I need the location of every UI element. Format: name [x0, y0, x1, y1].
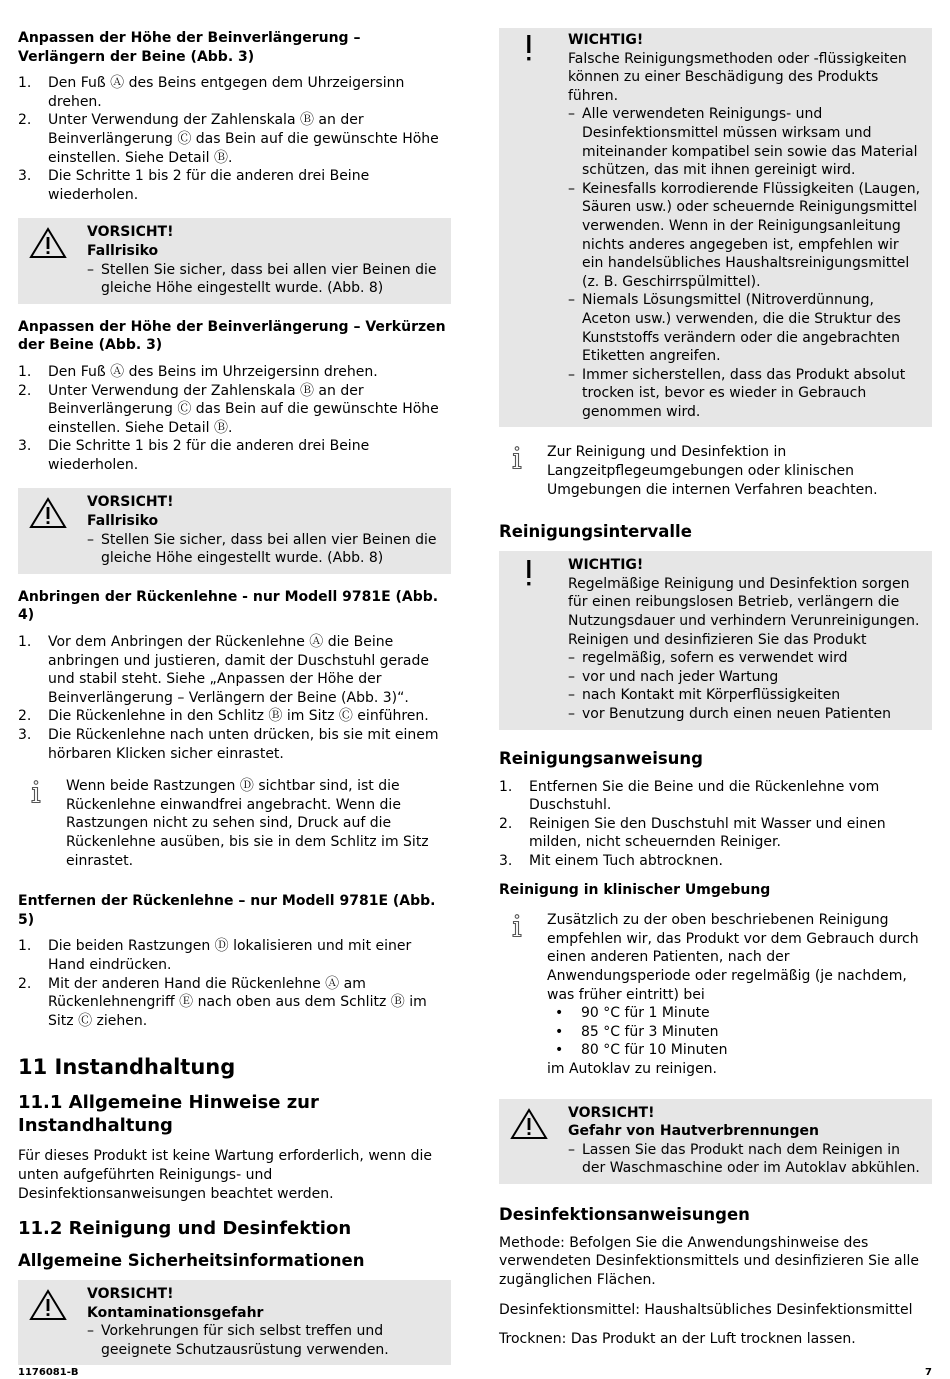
- box-list-item: – vor Benutzung durch einen neuen Patienten: [568, 705, 922, 724]
- step-text: Unter Verwendung der Zahlenskala Ⓑ an der Beinverlängerung Ⓒ das Bein auf die gewünschte Höhe einstellen. Siehe Detail Ⓑ.: [48, 382, 439, 436]
- list-item: • 80 °C für 10 Minuten: [547, 1041, 932, 1060]
- box-label: VORSICHT!: [87, 224, 174, 241]
- paragraph: Trocknen: Das Produkt an der Luft trocknen lassen.: [499, 1331, 856, 1348]
- subsection-heading: Allgemeine Sicherheitsinformationen: [18, 1251, 365, 1271]
- box-list-item: – vor und nach jeder Wartung: [568, 668, 922, 687]
- left-column: [18, 29, 451, 1379]
- box-label: VORSICHT!: [87, 1286, 174, 1303]
- info-icon: [499, 443, 547, 499]
- section-heading: Reinigung in klinischer Umgebung: [499, 881, 771, 898]
- step-item: [18, 726, 451, 763]
- paragraph: Methode: Befolgen Sie die Anwendungshinweise des verwendeten Desinfektionsmittels und desinfizieren Sie alle zugänglichen Flächen.: [499, 1234, 919, 1289]
- section-heading: Anpassen der Höhe der Beinverlängerung – Verlängern der Beine (Abb. 3): [18, 30, 361, 65]
- caution-box: [499, 1099, 932, 1184]
- info-note: [499, 911, 932, 1078]
- step-item: [18, 975, 451, 1031]
- section-heading: Anbringen der Rückenlehne - nur Modell 9781E (Abb. 4): [18, 588, 439, 624]
- chapter-heading: 11 Instandhaltung: [18, 1055, 236, 1080]
- box-list-item: – Alle verwendeten Reinigungs- und Desinfektionsmittel müssen wirksam und miteinander kompatibel sein sowie das Material schützen, das mit ihnen gereinigt wird.: [568, 105, 922, 179]
- step-item: [499, 815, 932, 852]
- step-item: [18, 74, 451, 111]
- step-number: 3.: [18, 727, 32, 743]
- box-list-item: – Stellen Sie sicher, dass bei allen vier Beinen die gleiche Höhe eingestellt wurde. (Abb. 8): [87, 261, 441, 298]
- warning-triangle-icon: [28, 1285, 87, 1359]
- step-item: [499, 778, 932, 815]
- step-text: Den Fuß Ⓐ des Beins im Uhrzeigersinn drehen.: [48, 363, 378, 380]
- section-heading: Entfernen der Rückenlehne – nur Modell 9781E (Abb. 5): [18, 893, 436, 928]
- note-text: Zur Reinigung und Desinfektion in Langzeitpflegeumgebungen oder klinischen Umgebungen die internen Verfahren beachten.: [547, 444, 878, 498]
- steps-list: [18, 633, 451, 763]
- step-number: 3.: [18, 168, 32, 185]
- step-item: [18, 937, 451, 974]
- box-subtitle: Kontaminationsgefahr: [87, 1304, 264, 1321]
- page-number: 7: [925, 1367, 932, 1378]
- section-heading: 11.1 Allgemeine Hinweise zur Instandhaltung: [18, 1092, 319, 1137]
- step-item: [18, 363, 451, 382]
- box-list-item: – Lassen Sie das Produkt nach dem Reinigen in der Waschmaschine oder im Autoklav abkühlen.: [568, 1141, 922, 1178]
- box-label: WICHTIG!: [568, 557, 644, 574]
- step-number: 3.: [18, 438, 32, 455]
- step-item: [18, 437, 451, 474]
- step-text: Den Fuß Ⓐ des Beins entgegen dem Uhrzeigersinn drehen.: [48, 75, 405, 110]
- step-text: Die Schritte 1 bis 2 für die anderen drei Beine wiederholen.: [48, 438, 370, 473]
- step-text: Mit der anderen Hand die Rückenlehne Ⓐ am Rückenlehnengriff Ⓔ nach oben aus dem Schlitz Ⓑ im Sitz Ⓒ ziehen.: [48, 975, 427, 1029]
- box-list-item: – Immer sicherstellen, dass das Produkt absolut trocken ist, bevor es wieder in Gebrauch genommen wird.: [568, 366, 922, 422]
- note-text: im Autoklav zu reinigen.: [547, 1060, 718, 1077]
- box-text: Falsche Reinigungsmethoden oder -flüssigkeiten können zu einer Beschädigung des Produkts führen.: [568, 50, 907, 104]
- step-item: [18, 707, 451, 726]
- caution-box: [18, 1280, 451, 1365]
- box-text: Regelmäßige Reinigung und Desinfektion sorgen für einen reibungslosen Betrieb, verlängern die Nutzungsdauer und verhindern Verunreinigungen. Reinigen und desinfizieren Sie das Produkt: [568, 575, 920, 648]
- note-text: Wenn beide Rastzungen Ⓓ sichtbar sind, ist die Rückenlehne einwandfrei angebracht. Wenn die Rastzungen nicht zu sehen sind, Druck auf die Rückenlehne ausüben, bis sie in dem Schlitz im Sitz einrastet.: [66, 778, 429, 869]
- right-column: [499, 28, 932, 1359]
- list-item: • 85 °C für 3 Minuten: [547, 1023, 932, 1042]
- box-subtitle: Fallrisiko: [87, 513, 159, 530]
- step-item: [18, 111, 451, 167]
- box-subtitle: Fallrisiko: [87, 242, 159, 259]
- step-text: Vor dem Anbringen der Rückenlehne Ⓐ die Beine anbringen und justieren, damit der Duschstuhl gerade und stabil steht. Siehe „Anpassen der Höhe der Beinverlängerung – Verlängern der Beine (Abb. 3)“.: [48, 634, 430, 706]
- step-item: [18, 633, 451, 707]
- box-subtitle: Gefahr von Hautverbrennungen: [568, 1123, 819, 1140]
- step-text: Die Schritte 1 bis 2 für die anderen drei Beine wiederholen.: [48, 168, 370, 203]
- step-number: 1.: [18, 75, 32, 92]
- step-item: [499, 852, 932, 871]
- step-item: [18, 382, 451, 438]
- paragraph: Desinfektionsmittel: Haushaltsübliches Desinfektionsmittel: [499, 1301, 913, 1318]
- step-text: Entfernen Sie die Beine und die Rückenlehne vom Duschstuhl.: [529, 778, 880, 814]
- section-heading: 11.2 Reinigung und Desinfektion: [18, 1218, 352, 1240]
- exclamation-icon: [509, 31, 568, 421]
- caution-box: [18, 218, 451, 303]
- box-list-item: – nach Kontakt mit Körperflüssigkeiten: [568, 686, 922, 705]
- warning-triangle-icon: [509, 1104, 568, 1178]
- step-number: 1.: [18, 634, 32, 651]
- document-number: 1176081-B: [18, 1367, 79, 1378]
- warning-triangle-icon: [28, 223, 87, 297]
- step-text: Reinigen Sie den Duschstuhl mit Wasser und einen milden, nicht scheuernden Reiniger.: [529, 815, 886, 851]
- step-number: 1.: [18, 363, 32, 380]
- box-label: WICHTIG!: [568, 32, 644, 48]
- note-text: Zusätzlich zu der oben beschriebenen Reinigung empfehlen wir, das Produkt vor dem Gebrauch durch einen anderen Patienten, nach der Anwendungsperiode oder regelmäßig (je nachdem, was früher eintritt) bei: [547, 912, 919, 1003]
- step-number: 2.: [18, 975, 32, 992]
- steps-list: [18, 363, 451, 475]
- info-icon: [18, 777, 66, 870]
- box-list-item: – Niemals Lösungsmittel (Nitroverdünnung, Aceton usw.) verwenden, die die Struktur des Kunststoffs verändern oder die angebrachten Etiketten angreifen.: [568, 291, 922, 365]
- section-heading: Anpassen der Höhe der Beinverlängerung – Verkürzen der Beine (Abb. 3): [18, 318, 446, 354]
- subsection-heading: Desinfektionsanweisungen: [499, 1204, 750, 1224]
- exclamation-icon: [509, 556, 568, 723]
- step-text: Mit einem Tuch abtrocknen.: [529, 852, 723, 869]
- warning-triangle-icon: [28, 493, 87, 567]
- paragraph: Für dieses Produkt ist keine Wartung erforderlich, wenn die unten aufgeführten Reinigungs- und Desinfektionsanweisungen beachtet werden.: [18, 1148, 432, 1202]
- important-box: [499, 551, 932, 729]
- step-number: 1.: [18, 938, 32, 955]
- subsection-heading: Reinigungsanweisung: [499, 748, 703, 768]
- box-list-item: – Stellen Sie sicher, dass bei allen vier Beinen die gleiche Höhe eingestellt wurde. (Abb. 8): [87, 531, 441, 568]
- subsection-heading: Reinigungsintervalle: [499, 522, 692, 542]
- step-number: 2.: [18, 382, 32, 399]
- box-label: VORSICHT!: [87, 494, 174, 511]
- caution-box: [18, 488, 451, 573]
- steps-list: [499, 778, 932, 871]
- step-text: Unter Verwendung der Zahlenskala Ⓑ an der Beinverlängerung Ⓒ das Bein auf die gewünschte Höhe einstellen. Siehe Detail Ⓑ.: [48, 112, 439, 166]
- step-text: Die beiden Rastzungen Ⓓ lokalisieren und mit einer Hand eindrücken.: [48, 938, 412, 973]
- step-number: 2.: [18, 112, 32, 129]
- step-number: 1.: [499, 778, 513, 795]
- box-list-item: – Vorkehrungen für sich selbst treffen und geeignete Schutzausrüstung verwenden.: [87, 1322, 441, 1359]
- step-number: 2.: [499, 815, 513, 832]
- list-item: • 90 °C für 1 Minute: [547, 1004, 932, 1023]
- info-note: [499, 443, 932, 499]
- info-icon: [499, 911, 547, 1078]
- box-list-item: – Keinesfalls korrodierende Flüssigkeiten (Laugen, Säuren usw.) oder scheuernde Reinigungsmittel verwenden. Wenn in der Reinigungsanleitung nichts anderes angegeben ist, empfehlen wir ein handelsübliches Haushaltsreinigungsmittel (z. B. Geschirrspülmittel).: [568, 180, 922, 292]
- step-text: Die Rückenlehne in den Schlitz Ⓑ im Sitz Ⓒ einführen.: [48, 708, 429, 725]
- step-item: [18, 167, 451, 204]
- info-note: [18, 777, 451, 870]
- step-number: 2.: [18, 708, 32, 725]
- steps-list: [18, 937, 451, 1030]
- step-number: 3.: [499, 852, 513, 869]
- steps-list: [18, 74, 451, 204]
- box-label: VORSICHT!: [568, 1104, 655, 1121]
- important-box: [499, 28, 932, 427]
- step-text: Die Rückenlehne nach unten drücken, bis sie mit einem hörbaren Klicken sicher einrastet.: [48, 727, 439, 762]
- box-list-item: – regelmäßig, sofern es verwendet wird: [568, 649, 922, 668]
